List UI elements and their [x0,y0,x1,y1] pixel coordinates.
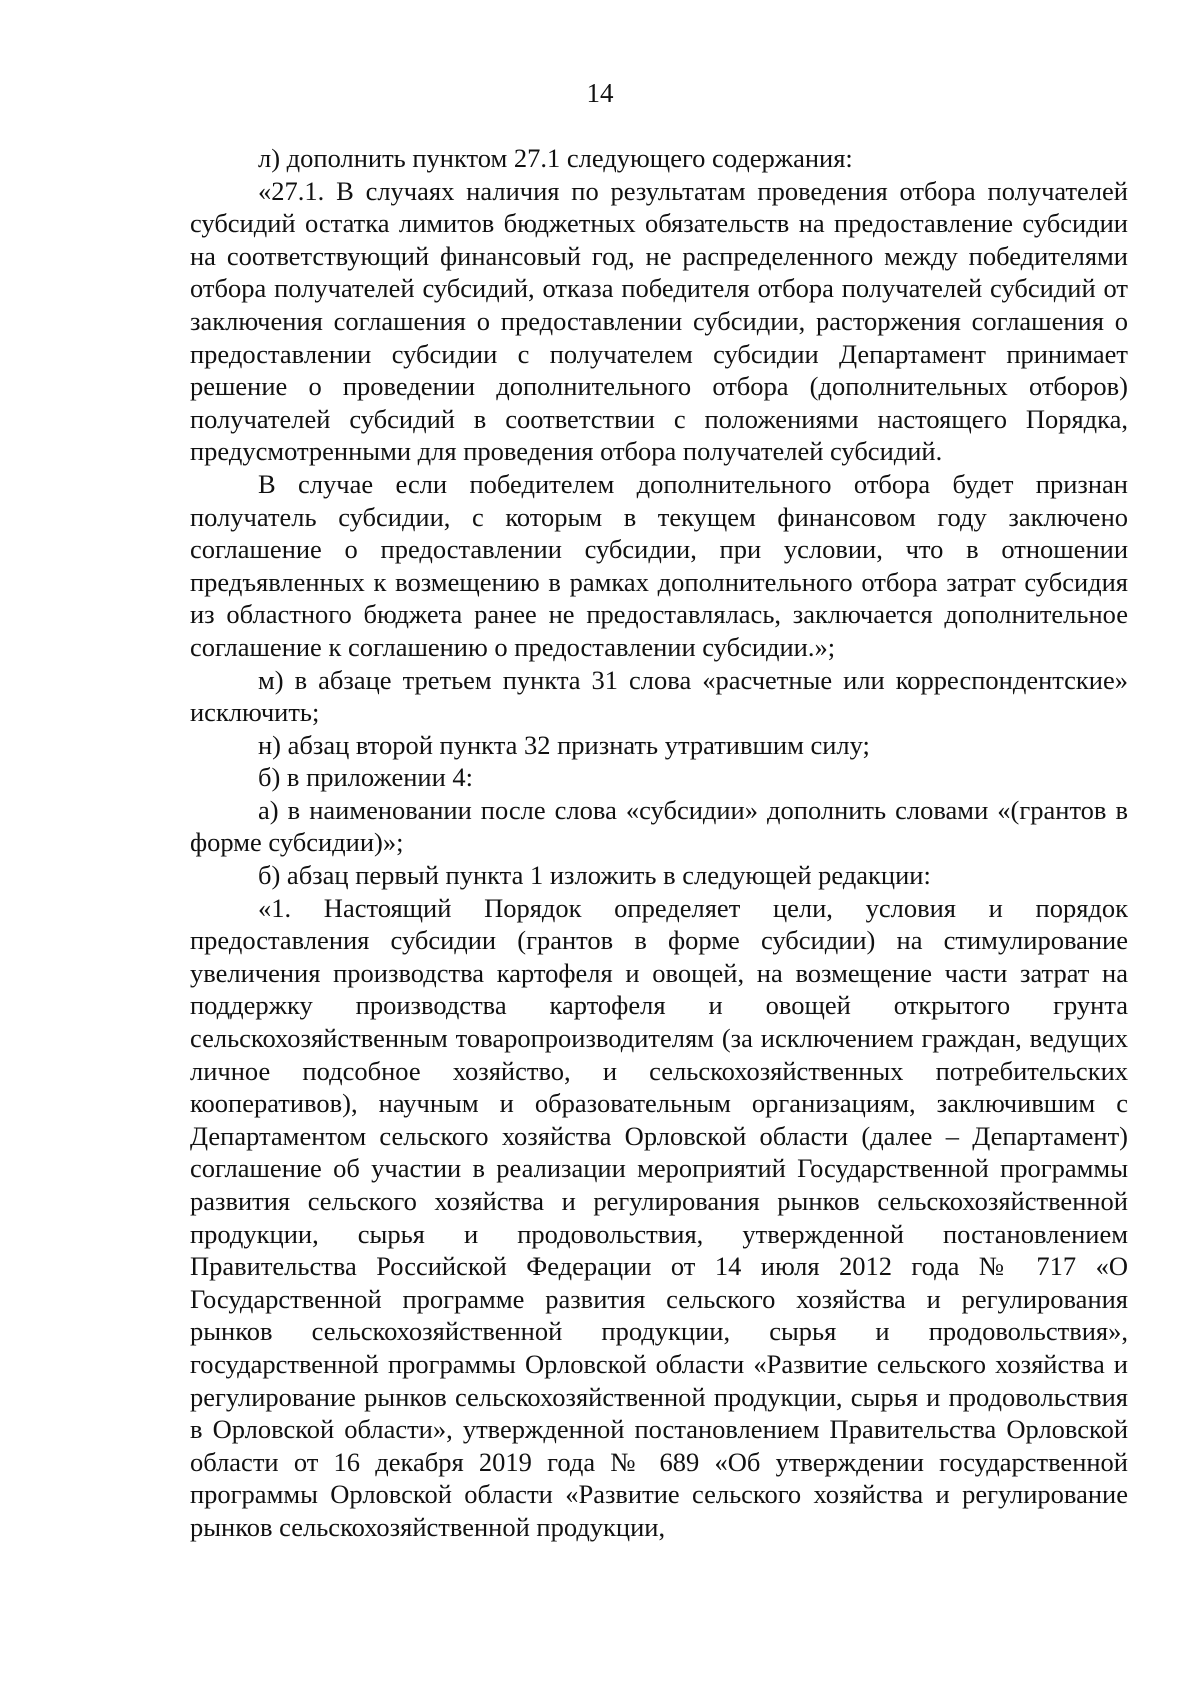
paragraph-appendix-4: б) в приложении 4: [258,762,474,793]
paragraph-item-a: а) в наименовании после слова «субсидии» дополнить словами «(грантов в форме субсидии)»; [190,794,1128,858]
page-number: 14 [586,78,614,108]
document-body [190,142,1128,1544]
paragraph-item-m: м) в абзаце третьем пункта 31 слова «расчетные или корреспондентские» исключить; [190,664,1128,728]
paragraph-additional-selection: В случае если победителем дополнительного отбора будет признан получатель субсидии, с которым в текущем финансовом году заключено соглашение о предоставлении субсидии, при условии, что в отношении предъявленных к возмещению в рамках дополнительного отбора затрат субсидия из областного бюджета ранее не предоставлялась, заключается дополнительное соглашение к соглашению о предоставлении субсидии.»; [190,468,1128,662]
paragraph-clause-27-1: «27.1. В случаях наличия по результатам проведения отбора получателей субсидий остатка лимитов бюджетных обязательств на предоставление субсидии на соответствующий финансовый год, не распределенного между победителями отбора получателей субсидий, отказа победителя отбора получателей субсидий от заключения соглашения о предоставлении субсидии, расторжения соглашения о предоставлении субсидии с получателем субсидии Департамент принимает решение о проведении дополнительного отбора (дополнительных отборов) получателей субсидий в соответствии с положениями настоящего Порядка, предусмотренными для проведения отбора получателей субсидий. [190,175,1128,467]
paragraph-clause-1: «1. Настоящий Порядок определяет цели, условия и порядок предоставления субсидии (грантов в форме субсидии) на стимулирование увеличения производства картофеля и овощей, на возмещение части затрат на поддержку производства картофеля и овощей открытого грунта сельскохозяйственным товаропроизводителям (за исключением граждан, ведущих личное подсобное хозяйство, и сельскохозяйственных потребительских кооперативов), научным и образовательным организациям, заключившим с Департаментом сельского хозяйства Орловской области (далее – Департамент) соглашение об участии в реализации мероприятий Государственной программы развития сельского хозяйства и регулирования рынков сельскохозяйственной продукции, сырья и продовольствия, утвержденной постановлением Правительства Российской Федерации от 14 июля 2012 года № 717 «О Государственной программе развития сельского хозяйства и регулирования рынков сельскохозяйственной продукции, сырья и продовольствия», государственной программы Орловской области «Развитие сельского хозяйства и регулирование рынков сельскохозяйственной продукции, сырья и продовольствия в Орловской области», утвержденной постановлением Правительства Орловской области от 16 декабря 2019 года № 689 «Об утверждении государственной программы Орловской области «Развитие сельского хозяйства и регулирование рынков сельскохозяйственной продукции, [190,892,1128,1542]
paragraph-item-b: б) абзац первый пункта 1 изложить в следующей редакции: [258,860,931,891]
paragraph-item-n: н) абзац второй пункта 32 признать утратившим силу; [258,729,870,760]
paragraph-item-l: л) дополнить пунктом 27.1 следующего содержания: [258,143,853,173]
